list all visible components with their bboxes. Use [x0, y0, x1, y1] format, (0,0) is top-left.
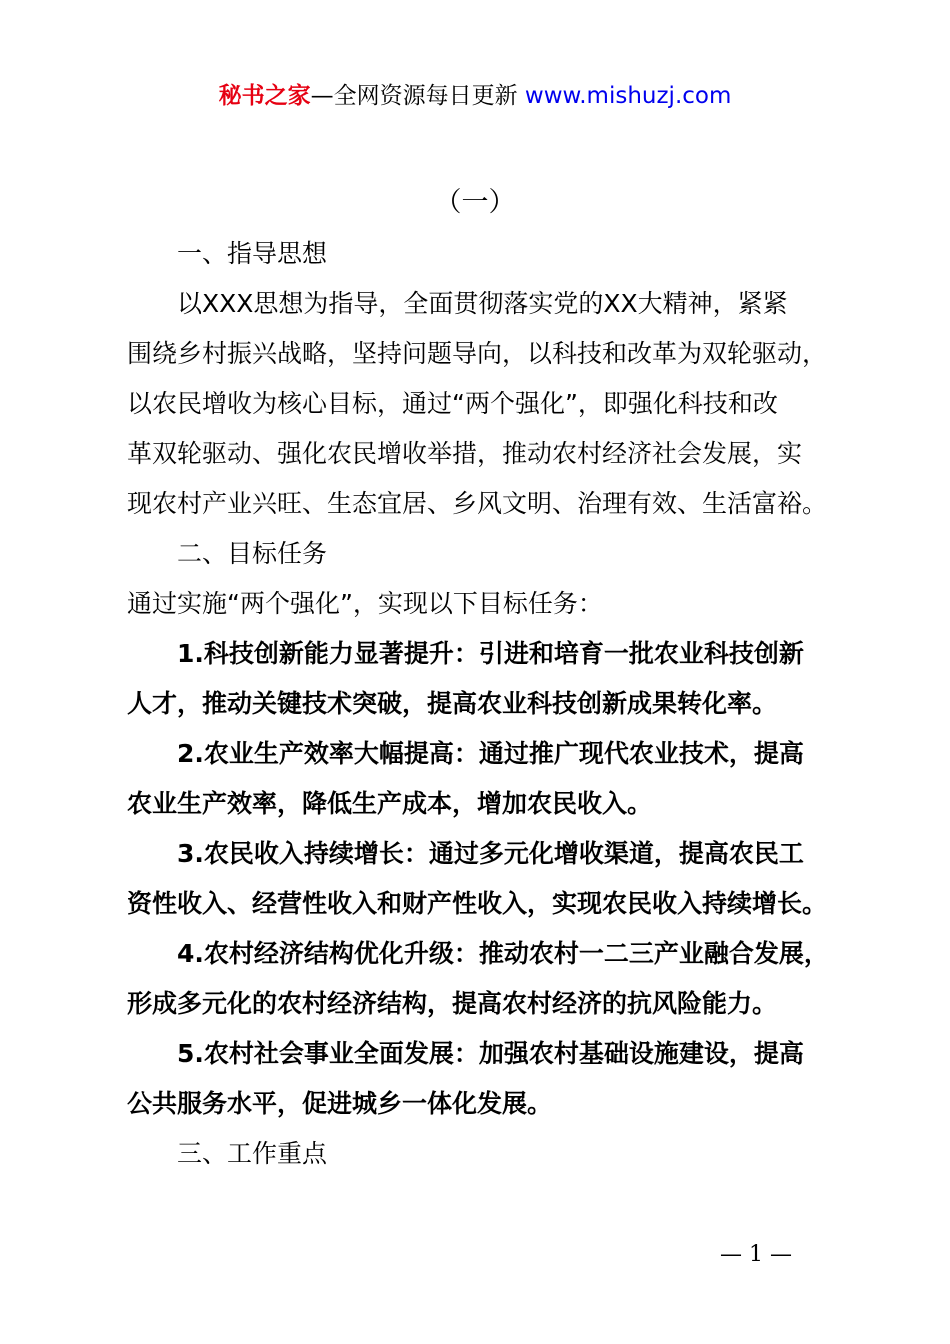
goal-item-5: 5.农村社会事业全面发展：加强农村基础设施建设，提高: [177, 1039, 804, 1068]
paragraph-line: 以农民增收为核心目标，通过“两个强化”，即强化科技和改: [127, 389, 778, 418]
goal-item-2: 2.农业生产效率大幅提高：通过推广现代农业技术，提高: [177, 739, 804, 768]
paragraph-line: 以XXX思想为指导，全面贯彻落实党的XX大精神，紧紧: [177, 289, 788, 318]
site-header: [0, 80, 950, 112]
goal-item-4-cont: 形成多元化的农村经济结构，提高农村经济的抗风险能力。: [127, 989, 778, 1018]
paragraph-line: 现农村产业兴旺、生态宜居、乡风文明、治理有效、生活富裕。: [127, 489, 828, 518]
goal-item-2-cont: 农业生产效率，降低生产成本，增加农民收入。: [127, 789, 653, 818]
goal-item-5-cont: 公共服务水平，促进城乡一体化发展。: [127, 1089, 553, 1118]
goal-item-3: 3.农民收入持续增长：通过多元化增收渠道，提高农民工: [177, 839, 804, 868]
section-heading-2: 二、目标任务: [177, 539, 328, 568]
paragraph-line: 围绕乡村振兴战略，坚持问题导向，以科技和改革为双轮驱动，: [127, 339, 828, 368]
page-number: — 1 —: [720, 1242, 792, 1267]
brand-name: 秘书之家: [218, 83, 311, 109]
section-heading-3: 三、工作重点: [177, 1139, 328, 1168]
document-title: （一）: [434, 187, 516, 218]
section-intro: 通过实施“两个强化”，实现以下目标任务：: [127, 589, 603, 618]
header-tagline: —全网资源每日更新: [310, 83, 518, 109]
paragraph-line: 革双轮驱动、强化农民增收举措，推动农村经济社会发展，实: [127, 439, 803, 468]
goal-item-1-cont: 人才，推动关键技术突破，提高农业科技创新成果转化率。: [127, 689, 778, 718]
site-url-link[interactable]: www.mishuzj.com: [524, 83, 732, 109]
goal-item-3-cont: 资性收入、经营性收入和财产性收入，实现农民收入持续增长。: [127, 889, 828, 918]
section-heading-1: 一、指导思想: [177, 239, 328, 268]
goal-item-1: 1.科技创新能力显著提升：引进和培育一批农业科技创新: [177, 639, 804, 668]
goal-item-4: 4.农村经济结构优化升级：推动农村一二三产业融合发展，: [177, 939, 829, 968]
